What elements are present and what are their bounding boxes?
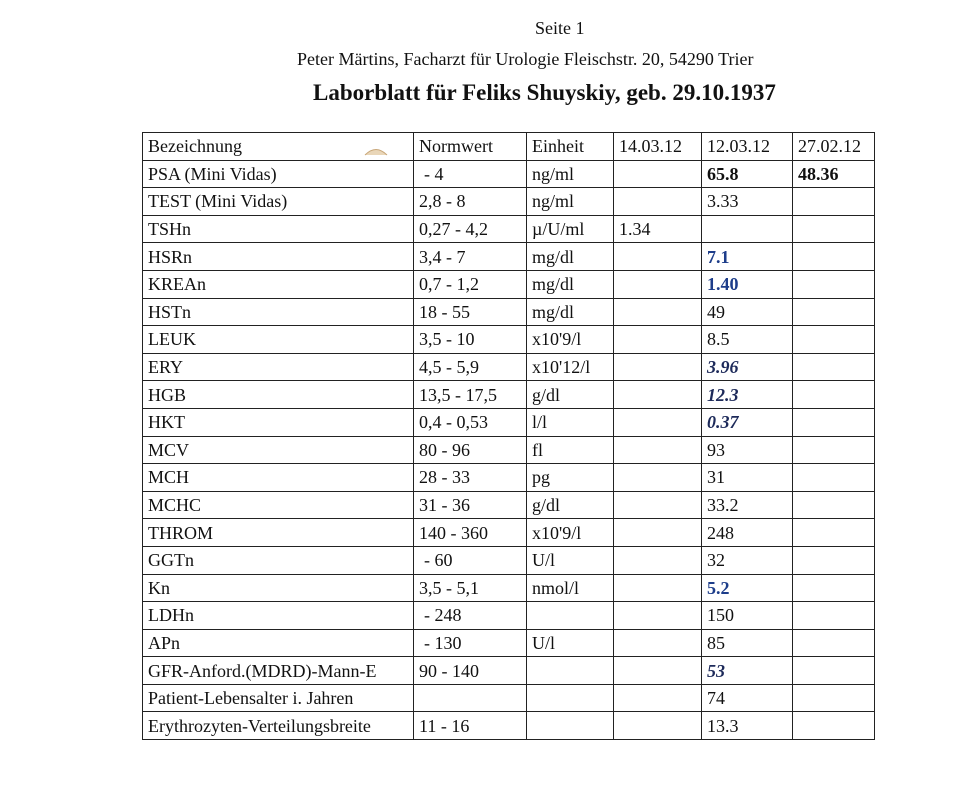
cell-date-1 xyxy=(614,160,702,188)
table-row xyxy=(143,215,875,243)
table-row xyxy=(143,353,875,381)
cell-date-3 xyxy=(793,546,875,574)
cell-date-3 xyxy=(793,298,875,326)
cell-norm: 80 - 96 xyxy=(414,436,527,464)
cell-date-1 xyxy=(614,298,702,326)
cell-date-1 xyxy=(614,574,702,602)
table-row xyxy=(143,602,875,630)
cell-date-3 xyxy=(793,381,875,409)
table-row xyxy=(143,657,875,685)
cell-date-2 xyxy=(702,215,793,243)
cell-date-3 xyxy=(793,353,875,381)
sheet-title: Laborblatt für Feliks Shuyskiy, geb. 29.10.1937 xyxy=(313,80,776,105)
cell-date-2: 32 xyxy=(702,546,793,574)
cell-date-3 xyxy=(793,215,875,243)
cell-norm: 28 - 33 xyxy=(414,464,527,492)
cell-norm: - 130 xyxy=(414,629,527,657)
cell-unit: mg/dl xyxy=(527,270,614,298)
cell-name: ERY xyxy=(143,353,414,381)
cell-date-2: 31 xyxy=(702,464,793,492)
cell-date-1 xyxy=(614,381,702,409)
cell-date-2: 0.37 xyxy=(702,408,793,436)
cell-unit xyxy=(527,657,614,685)
table-header-row xyxy=(143,133,875,161)
cell-norm: 3,5 - 5,1 xyxy=(414,574,527,602)
cell-date-2: 85 xyxy=(702,629,793,657)
cell-date-3 xyxy=(793,519,875,547)
column-header-date-3: 27.02.12 xyxy=(793,133,875,161)
cell-date-1 xyxy=(614,712,702,740)
cell-date-1 xyxy=(614,326,702,354)
cell-norm: 3,5 - 10 xyxy=(414,326,527,354)
column-header-name: Bezeichnung xyxy=(143,133,414,161)
cell-name: GFR-Anford.(MDRD)-Mann-E xyxy=(143,657,414,685)
cell-unit xyxy=(527,712,614,740)
table-row xyxy=(143,408,875,436)
cell-date-3 xyxy=(793,712,875,740)
cell-unit: U/l xyxy=(527,546,614,574)
column-header-date-2: 12.03.12 xyxy=(702,133,793,161)
cell-name: HSRn xyxy=(143,243,414,271)
cell-unit: U/l xyxy=(527,629,614,657)
column-header-norm: Normwert xyxy=(414,133,527,161)
cell-unit: x10'12/l xyxy=(527,353,614,381)
cell-date-3 xyxy=(793,188,875,216)
table-row xyxy=(143,684,875,712)
cell-date-3 xyxy=(793,602,875,630)
cell-date-2: 3.96 xyxy=(702,353,793,381)
cell-name: THROM xyxy=(143,519,414,547)
cell-norm: 3,4 - 7 xyxy=(414,243,527,271)
cell-date-1 xyxy=(614,353,702,381)
cell-name: MCH xyxy=(143,464,414,492)
cell-unit xyxy=(527,602,614,630)
table-row xyxy=(143,491,875,519)
table-row xyxy=(143,712,875,740)
cell-date-2: 12.3 xyxy=(702,381,793,409)
table-row xyxy=(143,270,875,298)
cell-norm: 13,5 - 17,5 xyxy=(414,381,527,409)
cell-unit: l/l xyxy=(527,408,614,436)
table-row xyxy=(143,243,875,271)
doctor-address: Peter Märtins, Facharzt für Urologie Fleischstr. 20, 54290 Trier xyxy=(297,49,754,69)
cell-name: Erythrozyten-Verteilungsbreite xyxy=(143,712,414,740)
cell-norm: 4,5 - 5,9 xyxy=(414,353,527,381)
cell-date-3: 48.36 xyxy=(793,160,875,188)
cell-norm: 31 - 36 xyxy=(414,491,527,519)
cell-date-3 xyxy=(793,243,875,271)
cell-date-2: 8.5 xyxy=(702,326,793,354)
cell-date-1 xyxy=(614,270,702,298)
cell-name: HSTn xyxy=(143,298,414,326)
cell-norm: 140 - 360 xyxy=(414,519,527,547)
cell-norm: - 248 xyxy=(414,602,527,630)
cell-unit: mg/dl xyxy=(527,243,614,271)
cell-unit: ng/ml xyxy=(527,188,614,216)
cell-norm: - 4 xyxy=(414,160,527,188)
cell-date-3 xyxy=(793,464,875,492)
cell-date-1 xyxy=(614,243,702,271)
cell-unit: x10'9/l xyxy=(527,326,614,354)
cell-date-2: 7.1 xyxy=(702,243,793,271)
cell-date-2: 74 xyxy=(702,684,793,712)
cell-norm: 0,7 - 1,2 xyxy=(414,270,527,298)
cell-date-2: 3.33 xyxy=(702,188,793,216)
cell-date-2: 1.40 xyxy=(702,270,793,298)
cell-name: Kn xyxy=(143,574,414,602)
cell-date-1 xyxy=(614,188,702,216)
lab-results-table xyxy=(142,132,875,740)
column-header-unit: Einheit xyxy=(527,133,614,161)
cell-date-3 xyxy=(793,436,875,464)
cell-date-2: 53 xyxy=(702,657,793,685)
cell-unit: fl xyxy=(527,436,614,464)
cell-name: APn xyxy=(143,629,414,657)
cell-date-3 xyxy=(793,629,875,657)
cell-unit: g/dl xyxy=(527,491,614,519)
cell-unit: g/dl xyxy=(527,381,614,409)
cell-name: Patient-Lebensalter i. Jahren xyxy=(143,684,414,712)
cell-date-1 xyxy=(614,408,702,436)
cell-date-2: 49 xyxy=(702,298,793,326)
table-row xyxy=(143,188,875,216)
cell-name: HKT xyxy=(143,408,414,436)
cell-date-1 xyxy=(614,436,702,464)
cell-norm: 0,4 - 0,53 xyxy=(414,408,527,436)
lab-results-body xyxy=(143,133,875,740)
cell-norm: 2,8 - 8 xyxy=(414,188,527,216)
cell-name: TEST (Mini Vidas) xyxy=(143,188,414,216)
cell-unit: x10'9/l xyxy=(527,519,614,547)
cell-date-3 xyxy=(793,491,875,519)
page-number: Seite 1 xyxy=(535,18,585,38)
cell-name: KREAn xyxy=(143,270,414,298)
cell-date-2: 13.3 xyxy=(702,712,793,740)
cell-norm: 90 - 140 xyxy=(414,657,527,685)
table-row xyxy=(143,574,875,602)
cell-date-2: 150 xyxy=(702,602,793,630)
cell-date-2: 33.2 xyxy=(702,491,793,519)
cell-date-2: 5.2 xyxy=(702,574,793,602)
cell-date-1 xyxy=(614,546,702,574)
cell-date-3 xyxy=(793,657,875,685)
cell-name: LDHn xyxy=(143,602,414,630)
cell-date-1 xyxy=(614,464,702,492)
cell-date-1 xyxy=(614,491,702,519)
cell-date-3 xyxy=(793,270,875,298)
cell-norm: 11 - 16 xyxy=(414,712,527,740)
cell-date-3 xyxy=(793,326,875,354)
cell-norm: 18 - 55 xyxy=(414,298,527,326)
cell-date-2: 248 xyxy=(702,519,793,547)
cell-name: LEUK xyxy=(143,326,414,354)
table-row xyxy=(143,160,875,188)
cell-unit: nmol/l xyxy=(527,574,614,602)
cell-norm xyxy=(414,684,527,712)
table-row xyxy=(143,436,875,464)
cell-date-3 xyxy=(793,684,875,712)
cell-date-1 xyxy=(614,602,702,630)
cell-unit xyxy=(527,684,614,712)
cell-name: HGB xyxy=(143,381,414,409)
table-row xyxy=(143,298,875,326)
cell-date-2: 65.8 xyxy=(702,160,793,188)
cell-name: MCHC xyxy=(143,491,414,519)
table-row xyxy=(143,629,875,657)
table-row xyxy=(143,326,875,354)
cell-unit: mg/dl xyxy=(527,298,614,326)
cell-date-1 xyxy=(614,629,702,657)
cell-name: MCV xyxy=(143,436,414,464)
cell-unit: pg xyxy=(527,464,614,492)
cell-date-1 xyxy=(614,684,702,712)
cell-norm: - 60 xyxy=(414,546,527,574)
cell-date-1 xyxy=(614,519,702,547)
cell-name: TSHn xyxy=(143,215,414,243)
cell-unit: µ/U/ml xyxy=(527,215,614,243)
cell-name: GGTn xyxy=(143,546,414,574)
cell-norm: 0,27 - 4,2 xyxy=(414,215,527,243)
column-header-date-1: 14.03.12 xyxy=(614,133,702,161)
cell-date-3 xyxy=(793,408,875,436)
cell-date-2: 93 xyxy=(702,436,793,464)
cell-name: PSA (Mini Vidas) xyxy=(143,160,414,188)
cell-date-3 xyxy=(793,574,875,602)
cell-date-1: 1.34 xyxy=(614,215,702,243)
cell-date-1 xyxy=(614,657,702,685)
table-row xyxy=(143,519,875,547)
table-row xyxy=(143,546,875,574)
table-row xyxy=(143,464,875,492)
table-row xyxy=(143,381,875,409)
cell-unit: ng/ml xyxy=(527,160,614,188)
